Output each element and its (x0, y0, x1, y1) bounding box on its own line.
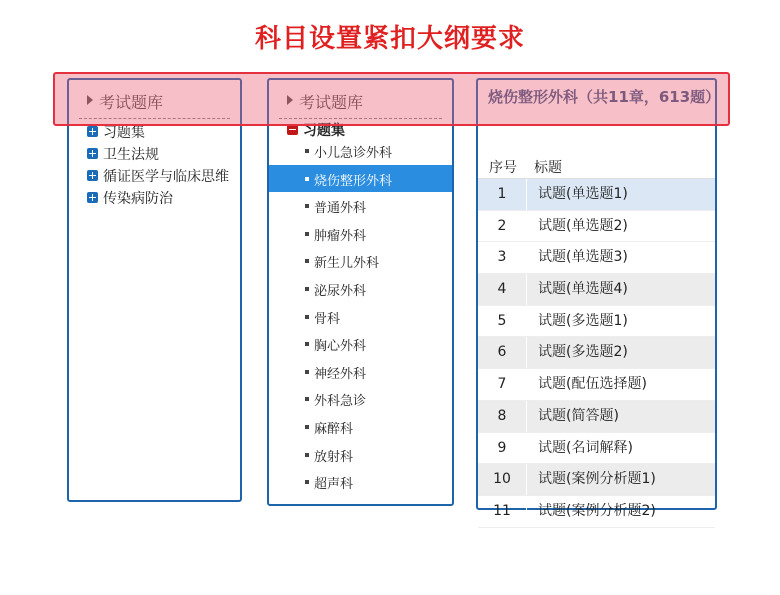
column-header-title: 标题 (534, 160, 562, 176)
table-row[interactable] (478, 179, 715, 211)
bullet-icon (305, 480, 309, 484)
row-title[interactable]: 试题(案例分析题1) (538, 471, 656, 488)
highlight-overlay (53, 72, 730, 126)
expand-plus-icon[interactable] (87, 126, 98, 137)
expand-plus-icon[interactable] (87, 148, 98, 159)
page-headline: 科目设置紧扣大纲要求 (254, 24, 525, 54)
chapter-table (478, 154, 715, 528)
table-row[interactable] (478, 274, 715, 306)
subject-item-selected[interactable] (269, 165, 452, 193)
row-title[interactable]: 试题(名词解释) (538, 439, 633, 456)
table-row[interactable] (478, 211, 715, 243)
subject-label: 麻醉科 (314, 421, 354, 437)
row-number: 3 (478, 242, 527, 273)
subject-item[interactable] (269, 441, 452, 469)
tree-item-label: 卫生法规 (103, 147, 159, 163)
bullet-icon (305, 453, 309, 457)
table-row[interactable] (478, 496, 715, 528)
bullet-icon (305, 177, 309, 181)
subject-title: 烧伤整形外科（共11章，613题） (488, 88, 721, 106)
question-bank-panel-collapsed (67, 78, 242, 502)
table-row[interactable] (478, 242, 715, 274)
panel-title: 考试题库 (299, 93, 364, 112)
subject-label: 骨科 (314, 311, 341, 327)
subject-label: 普通外科 (314, 201, 367, 217)
question-bank-panel-expanded (267, 78, 454, 506)
subject-item[interactable] (269, 303, 452, 331)
row-number: 6 (478, 337, 527, 368)
subject-label: 超声科 (314, 477, 354, 493)
table-header (478, 154, 715, 179)
row-title[interactable]: 试题(多选题1) (538, 312, 628, 329)
subject-list (269, 137, 452, 496)
subject-label: 烧伤整形外科 (314, 173, 393, 189)
tree-item-label: 习题集 (103, 125, 145, 141)
subject-item[interactable] (269, 413, 452, 441)
row-title[interactable]: 试题(单选题2) (538, 217, 628, 234)
tree-item[interactable] (69, 143, 240, 165)
bullet-icon (305, 232, 309, 236)
bullet-icon (305, 342, 309, 346)
bullet-icon (305, 315, 309, 319)
subject-label: 肿瘤外科 (314, 228, 367, 244)
tree-item-label: 循证医学与临床思维 (103, 169, 229, 185)
table-row[interactable] (478, 401, 715, 433)
subject-item[interactable] (269, 330, 452, 358)
row-title[interactable]: 试题(案例分析题2) (538, 502, 656, 519)
expand-plus-icon[interactable] (87, 192, 98, 203)
row-number: 2 (478, 211, 527, 242)
subject-item[interactable] (269, 358, 452, 386)
table-row[interactable] (478, 464, 715, 496)
subject-item[interactable] (269, 137, 452, 165)
row-number: 7 (478, 369, 527, 400)
row-title[interactable]: 试题(配伍选择题) (538, 376, 647, 393)
bullet-icon (305, 370, 309, 374)
subject-label: 新生儿外科 (314, 256, 380, 272)
row-title[interactable]: 试题(多选题2) (538, 344, 628, 361)
tree-item[interactable] (69, 187, 240, 209)
row-number: 5 (478, 306, 527, 337)
table-row[interactable] (478, 306, 715, 338)
subject-label: 放射科 (314, 449, 354, 465)
subject-label: 胸心外科 (314, 339, 367, 355)
row-number: 8 (478, 401, 527, 432)
row-number: 11 (478, 496, 527, 527)
subject-label: 小儿急诊外科 (314, 146, 393, 161)
table-row[interactable] (478, 337, 715, 369)
bullet-icon (305, 204, 309, 208)
bullet-icon (305, 425, 309, 429)
row-number: 4 (478, 274, 527, 305)
row-title[interactable]: 试题(单选题3) (538, 249, 628, 266)
bullet-icon (305, 287, 309, 291)
subject-item[interactable] (269, 275, 452, 303)
column-header-number: 序号 (489, 160, 517, 176)
table-row[interactable] (478, 369, 715, 401)
subject-item[interactable] (269, 247, 452, 275)
row-title[interactable]: 试题(单选题1) (538, 186, 628, 202)
subject-label: 泌尿外科 (314, 283, 367, 299)
subject-item[interactable] (269, 468, 452, 496)
bullet-icon (305, 397, 309, 401)
subject-item[interactable] (269, 192, 452, 220)
bullet-icon (305, 259, 309, 263)
row-title[interactable]: 试题(简答题) (538, 407, 619, 424)
row-number: 9 (478, 433, 527, 464)
bullet-icon (305, 149, 309, 153)
tree-group-label: 习题集 (303, 123, 345, 139)
subject-label: 神经外科 (314, 366, 367, 382)
category-tree (69, 121, 240, 209)
tree-item[interactable] (69, 165, 240, 187)
chapter-list-panel (476, 78, 721, 519)
tree-item-label: 传染病防治 (103, 191, 173, 207)
row-number: 1 (478, 179, 527, 210)
subject-item[interactable] (269, 220, 452, 248)
row-title[interactable]: 试题(单选题4) (538, 281, 628, 298)
panel-title: 考试题库 (99, 93, 164, 112)
table-row[interactable] (478, 433, 715, 465)
subject-item[interactable] (269, 385, 452, 413)
subject-label: 外科急诊 (314, 394, 367, 410)
row-number: 10 (478, 464, 527, 495)
expand-plus-icon[interactable] (87, 170, 98, 181)
